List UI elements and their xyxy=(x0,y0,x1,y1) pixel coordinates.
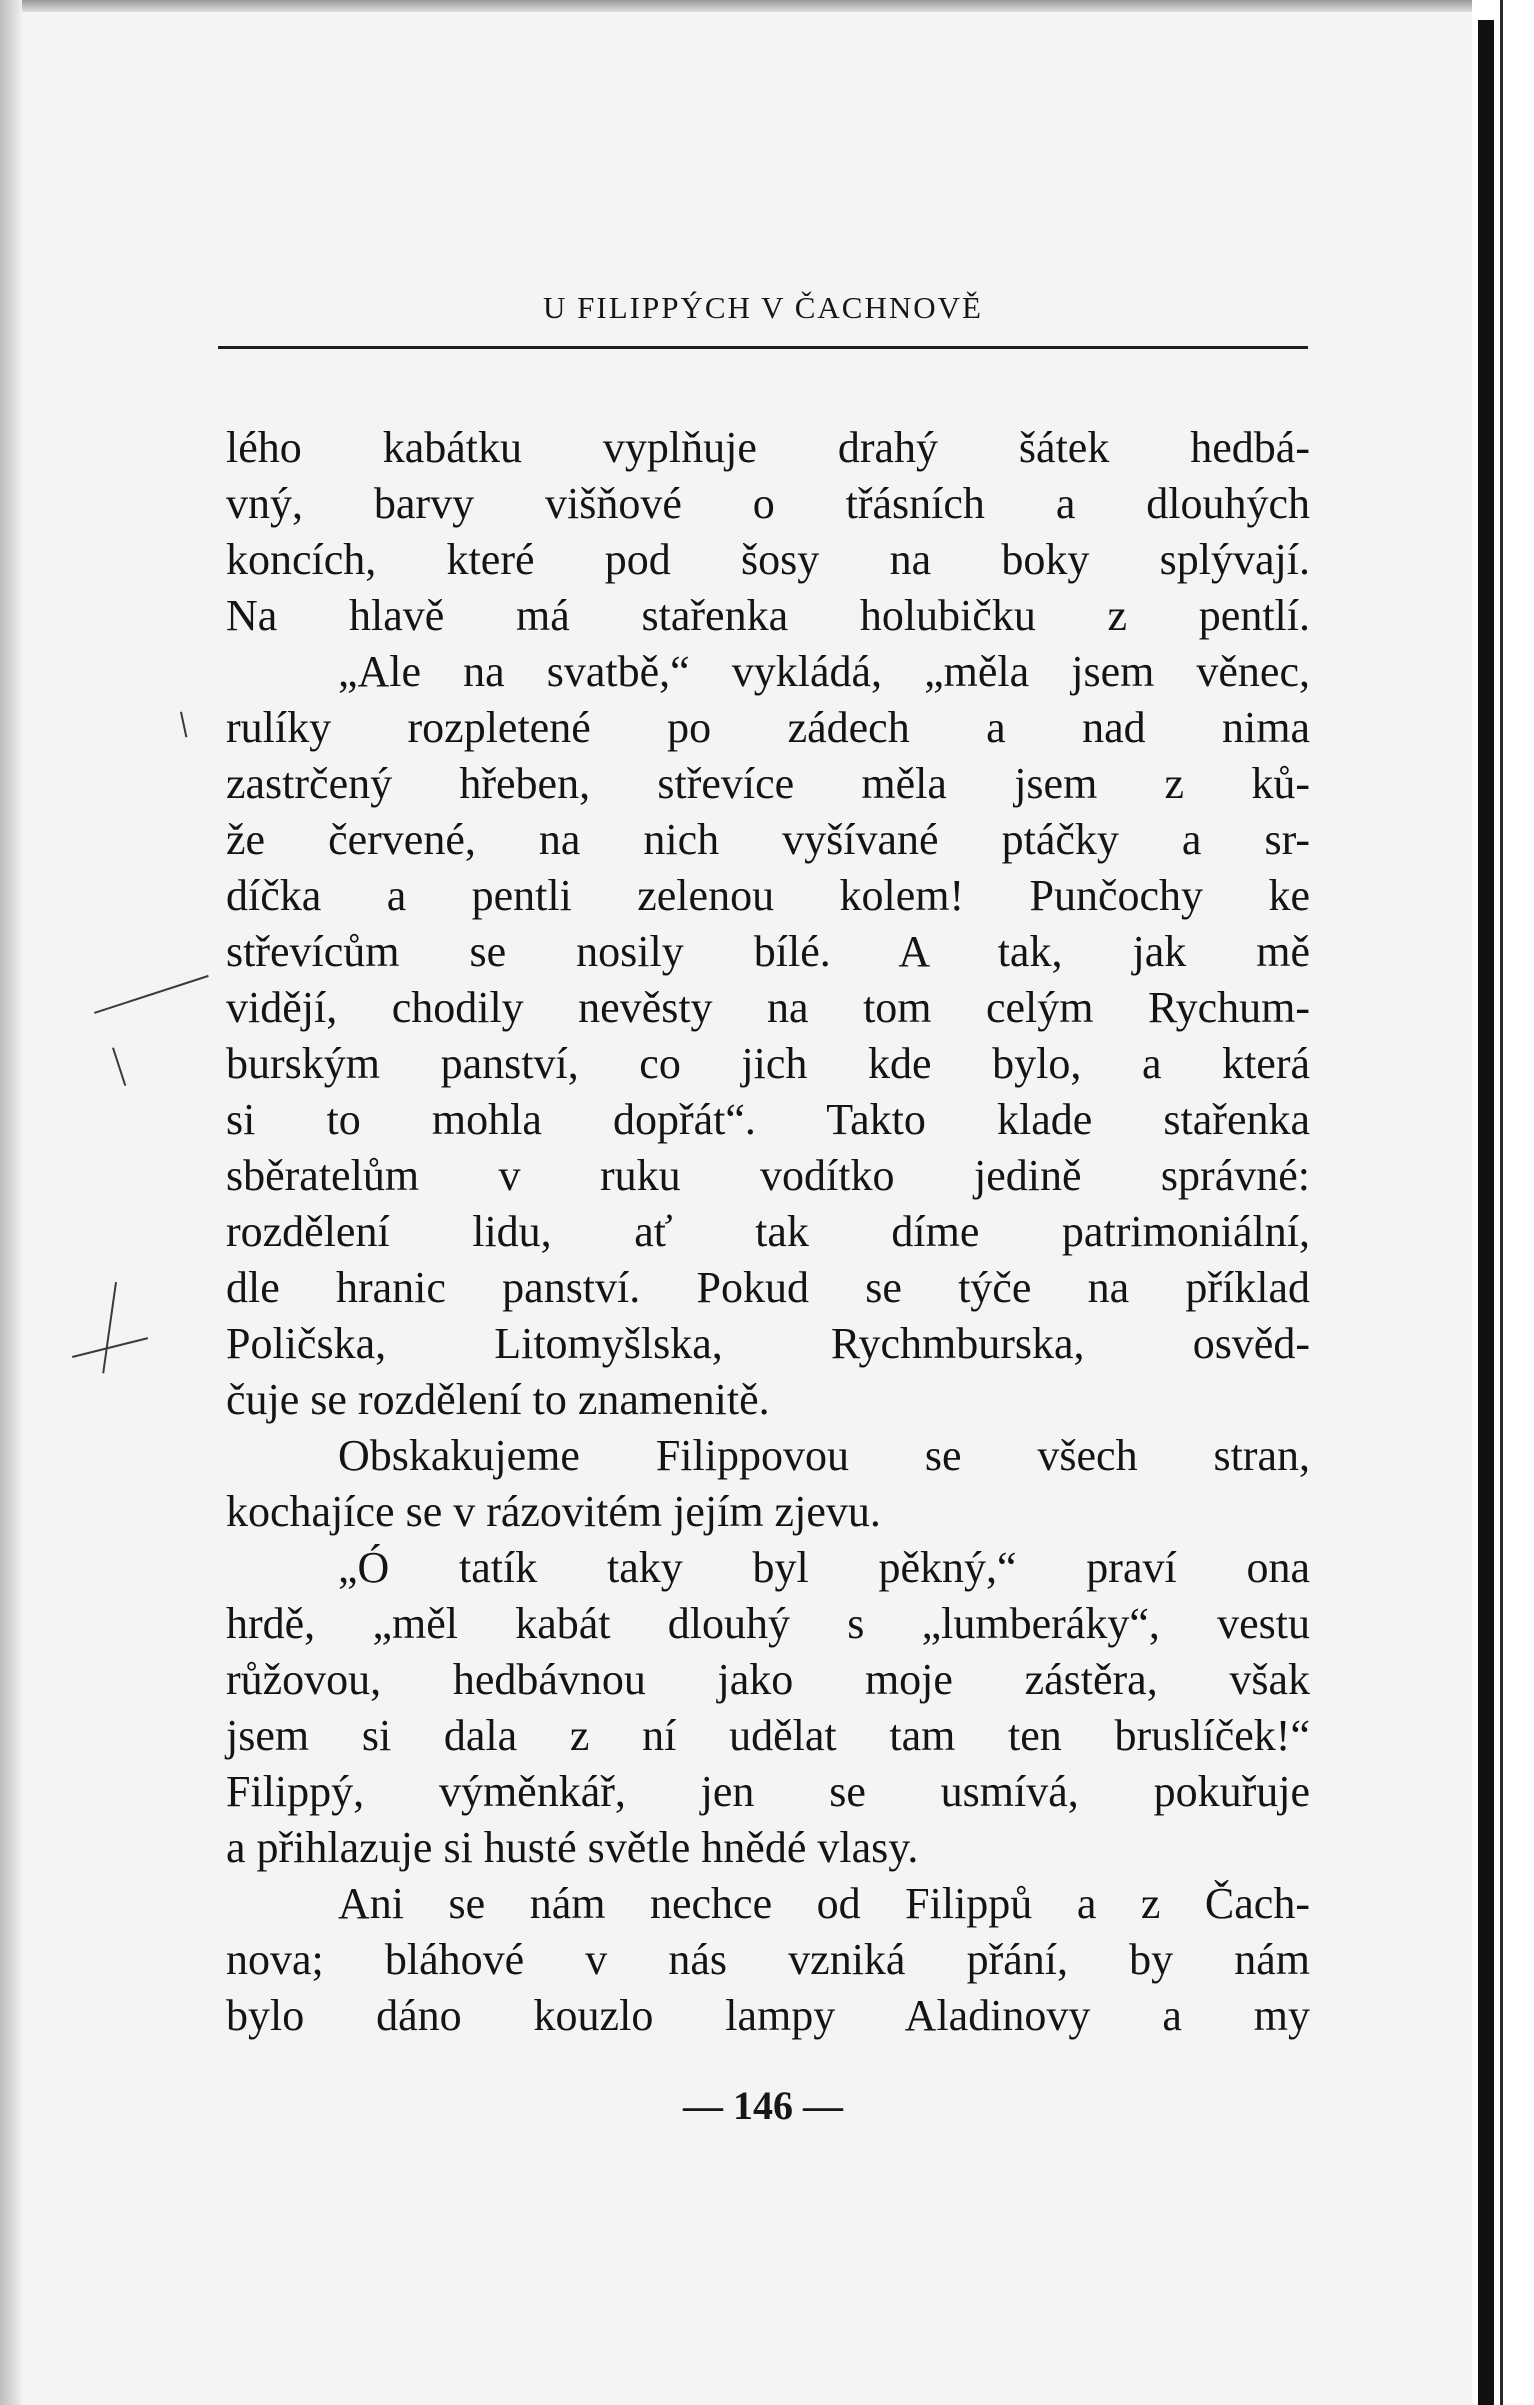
text-line: „Ale na svatbě,“ vykládá, „měla jsem věnec, xyxy=(338,647,1310,696)
text-line: rulíky rozpletené po zádech a nad nima xyxy=(226,703,1310,752)
scan-left-edge xyxy=(0,0,22,2405)
text-line: že červené, na nich vyšívané ptáčky a sr- xyxy=(226,815,1310,864)
text-line: Filippý, výměnkář, jen se usmívá, pokuřuje xyxy=(226,1767,1310,1816)
text-line: nova; bláhové v nás vzniká přání, by nám xyxy=(226,1935,1310,1984)
text-line: vidějí, chodily nevěsty na tom celým Rychum- xyxy=(226,983,1310,1032)
text-line: lého kabátku vyplňuje drahý šátek hedbá- xyxy=(226,423,1310,472)
text-line: střevícům se nosily bílé. A tak, jak mě xyxy=(226,927,1310,976)
text-line: Obskakujeme Filippovou se všech stran, xyxy=(338,1431,1310,1480)
header-rule xyxy=(218,346,1308,349)
text-line: růžovou, hedbávnou jako moje zástěra, však xyxy=(226,1655,1310,1704)
text-line: koncích, které pod šosy na boky splývají. xyxy=(226,535,1310,584)
text-line: si to mohla dopřát“. Takto klade stařenka xyxy=(226,1095,1310,1144)
text-line: vný, barvy višňové o třásních a dlouhých xyxy=(226,479,1310,528)
text-line: a přihlazuje si husté světle hnědé vlasy. xyxy=(226,1823,919,1872)
text-line: hrdě, „měl kabát dlouhý s „lumberáky“, vestu xyxy=(226,1599,1310,1648)
text-line: sběratelům v ruku vodítko jedině správné: xyxy=(226,1151,1310,1200)
text-line: rozdělení lidu, ať tak díme patrimoniální, xyxy=(226,1207,1310,1256)
text-line: burským panství, co jich kde bylo, a která xyxy=(226,1039,1310,1088)
binding-shadow-thin xyxy=(1500,0,1503,2405)
text-line: Na hlavě má stařenka holubičku z pentlí. xyxy=(226,591,1310,640)
text-line: Poličska, Litomyšlska, Rychmburska, osvěd- xyxy=(226,1319,1310,1368)
text-line: zastrčený hřeben, střevíce měla jsem z ků- xyxy=(226,759,1310,808)
text-line: díčka a pentli zelenou kolem! Punčochy ke xyxy=(226,871,1310,920)
page-number: — 146 — xyxy=(683,2083,843,2128)
text-line: bylo dáno kouzlo lampy Aladinovy a my xyxy=(226,1991,1310,2040)
text-line: kochajíce se v rázovitém jejím zjevu. xyxy=(226,1487,881,1536)
text-line: „Ó tatík taky byl pěkný,“ praví ona xyxy=(338,1543,1310,1592)
text-line: jsem si dala z ní udělat tam ten bruslíček!“ xyxy=(226,1711,1310,1760)
text-line: Ani se nám nechce od Filippů a z Čach- xyxy=(338,1879,1310,1928)
text-line: dle hranic panství. Pokud se týče na příklad xyxy=(226,1263,1310,1312)
running-title: U FILIPPÝCH V ČACHNOVĚ xyxy=(543,290,983,325)
binding-shadow xyxy=(1478,20,1494,2405)
text-line: čuje se rozdělení to znamenitě. xyxy=(226,1375,770,1424)
